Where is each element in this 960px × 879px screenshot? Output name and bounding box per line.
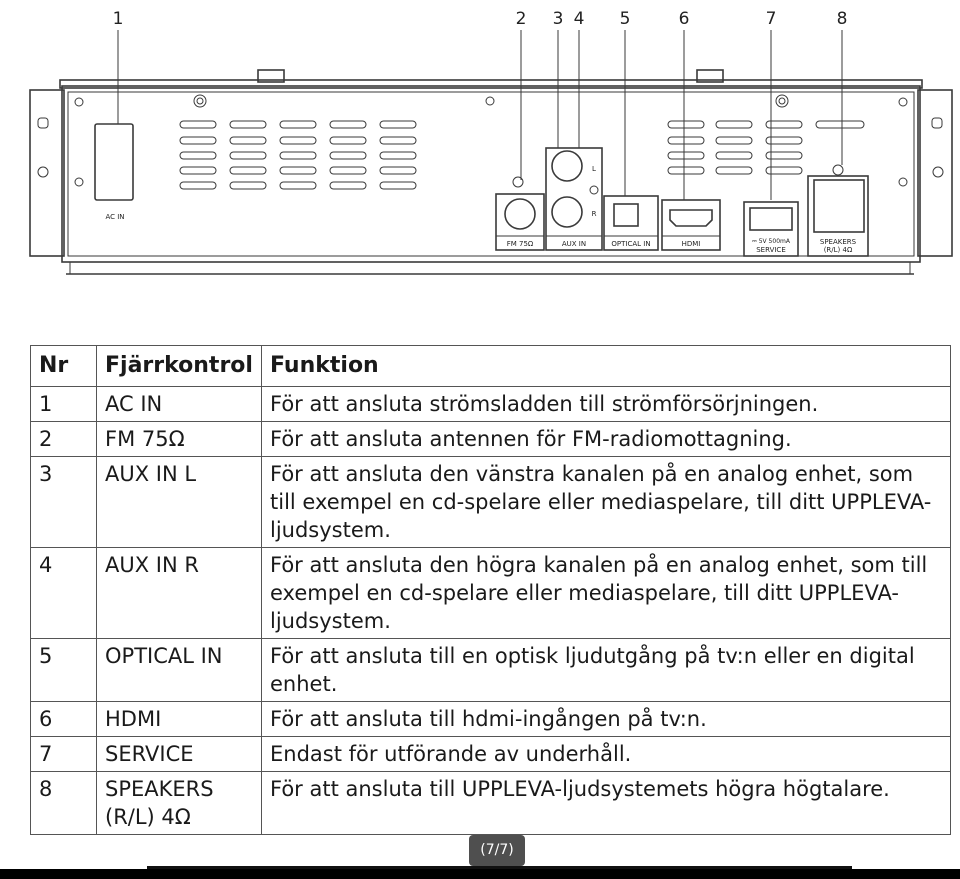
- table-row: [31, 772, 951, 835]
- speakers-label-1: SPEAKERS: [819, 238, 857, 246]
- callout-6: 6: [678, 9, 690, 29]
- aux-l-label: L: [592, 165, 596, 173]
- header-remote: Fjärrkontrol: [97, 346, 262, 387]
- row-function: För att ansluta till hdmi-ingången på tv:n.: [262, 702, 951, 737]
- row-function: Endast för utförande av underhåll.: [262, 737, 951, 772]
- table-row: [31, 737, 951, 772]
- callout-4: 4: [573, 9, 585, 29]
- callout-3: 3: [552, 9, 564, 29]
- connection-table: [30, 345, 951, 835]
- speakers-label-2: (R/L) 4Ω: [823, 246, 853, 254]
- service-rating-label: ⎓ 5V 500mA: [752, 238, 790, 245]
- ac-in-socket: [95, 124, 133, 221]
- speakers-socket: [808, 165, 868, 256]
- callout-7: 7: [765, 9, 777, 29]
- hdmi-label: HDMI: [681, 240, 701, 248]
- row-name: FM 75Ω: [97, 422, 262, 457]
- aux-in-sockets: [546, 148, 602, 250]
- row-nr: 8: [31, 772, 97, 835]
- header-function: Funktion: [262, 346, 951, 387]
- row-nr: 7: [31, 737, 97, 772]
- row-name: AUX IN L: [97, 457, 262, 548]
- fm-antenna-socket: [496, 177, 544, 250]
- row-function: För att ansluta till UPPLEVA-ljudsystemets högra högtalare.: [262, 772, 951, 835]
- row-name: SERVICE: [97, 737, 262, 772]
- table-row: [31, 548, 951, 639]
- viewer-bottom-bar: [0, 869, 960, 879]
- vent-slots-left: [180, 121, 416, 189]
- row-function: För att ansluta strömsladden till strömförsörjningen.: [262, 387, 951, 422]
- row-function: För att ansluta den vänstra kanalen på en analog enhet, som till exempel en cd-spelare eller mediaspelare, till ditt UPPLEVA-ljudsystem.: [262, 457, 951, 548]
- row-nr: 4: [31, 548, 97, 639]
- row-nr: 5: [31, 639, 97, 702]
- ac-in-label: AC IN: [105, 213, 125, 221]
- table-row: [31, 457, 951, 548]
- row-nr: 2: [31, 422, 97, 457]
- rear-panel-diagram: [0, 0, 960, 300]
- row-nr: 1: [31, 387, 97, 422]
- aux-r-label: R: [591, 210, 597, 218]
- callout-2: 2: [515, 9, 527, 29]
- service-port: [744, 202, 798, 256]
- optical-in-socket: [604, 196, 658, 250]
- callout-1: 1: [112, 9, 124, 29]
- service-label: SERVICE: [756, 246, 786, 254]
- hdmi-socket: [662, 200, 720, 250]
- table-header-row: [31, 346, 951, 387]
- callout-5: 5: [619, 9, 631, 29]
- table-row: [31, 422, 951, 457]
- row-nr: 6: [31, 702, 97, 737]
- row-name: SPEAKERS (R/L) 4Ω: [97, 772, 262, 835]
- page-indicator: (7/7): [469, 835, 525, 866]
- row-function: För att ansluta till en optisk ljudutgång på tv:n eller en digital enhet.: [262, 639, 951, 702]
- aux-in-label: AUX IN: [561, 240, 587, 248]
- row-name: HDMI: [97, 702, 262, 737]
- fm-label: FM 75Ω: [506, 240, 534, 248]
- row-name: AUX IN R: [97, 548, 262, 639]
- row-function: För att ansluta antennen för FM-radiomottagning.: [262, 422, 951, 457]
- table-row: [31, 702, 951, 737]
- row-function: För att ansluta den högra kanalen på en analog enhet, som till exempel en cd-spelare eller mediaspelare, till ditt UPPLEVA-ljudsystem.: [262, 548, 951, 639]
- callout-8: 8: [836, 9, 848, 29]
- table-row: [31, 639, 951, 702]
- table-row: [31, 387, 951, 422]
- row-name: OPTICAL IN: [97, 639, 262, 702]
- optical-in-label: OPTICAL IN: [611, 240, 651, 248]
- header-nr: Nr: [31, 346, 97, 387]
- chassis: [30, 70, 952, 274]
- row-name: AC IN: [97, 387, 262, 422]
- row-nr: 3: [31, 457, 97, 548]
